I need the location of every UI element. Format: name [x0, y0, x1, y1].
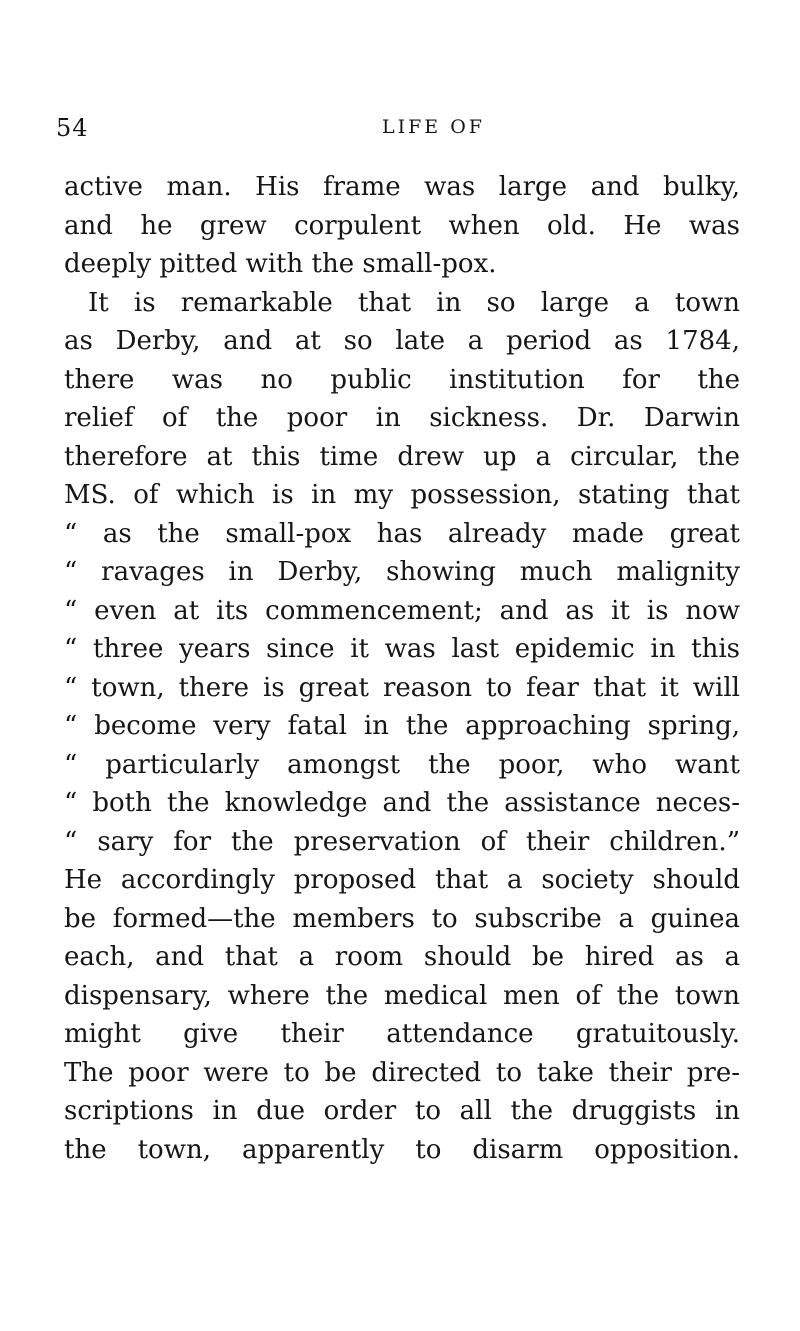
text-line: “ become very fatal in the approaching spring,	[64, 711, 740, 741]
text-line: relief of the poor in sickness. Dr. Darwin	[64, 403, 740, 433]
text-line: It is remarkable that in so large a town	[88, 287, 740, 318]
text-line: dispensary, where the medical men of the town	[64, 980, 740, 1011]
text-line: each, and that a room should be hired as a	[64, 942, 740, 972]
text-line: “ particularly amongst the poor, who want	[64, 749, 740, 780]
text-line: “ sary for the preservation of their children.”	[64, 826, 740, 857]
text-line: “ as the small-pox has already made great	[64, 518, 740, 549]
text-line: “ three years since it was last epidemic in this	[64, 634, 740, 664]
text-line: He accordingly proposed that a society should	[64, 865, 740, 895]
text-line: active man. His frame was large and bulky,	[64, 172, 740, 202]
text-line: MS. of which is in my possession, stating that	[64, 480, 740, 510]
text-line: might give their attendance gratuitously.	[64, 1019, 740, 1049]
page-number: 54	[56, 114, 89, 142]
body-text	[64, 168, 740, 1169]
text-line: deeply pitted with the small-pox.	[64, 249, 497, 279]
text-line: scriptions in due order to all the druggists in	[64, 1096, 740, 1126]
text-line: The poor were to be directed to take their pre-	[64, 1057, 740, 1088]
text-line: be formed—the members to subscribe a guinea	[64, 903, 740, 934]
text-line: the town, apparently to disarm opposition.	[64, 1134, 740, 1165]
text-line: there was no public institution for the	[64, 364, 740, 395]
text-line: “ both the knowledge and the assistance neces-	[64, 788, 740, 818]
text-line: “ even at its commencement; and as it is now	[64, 595, 740, 626]
text-line: and he grew corpulent when old. He was	[64, 210, 740, 241]
running-title: LIFE OF	[382, 116, 485, 138]
text-line: therefore at this time drew up a circular, the	[64, 441, 740, 472]
text-line: as Derby, and at so late a period as 1784,	[64, 326, 740, 356]
text-line: “ town, there is great reason to fear that it will	[64, 672, 740, 703]
text-line: “ ravages in Derby, showing much malignity	[64, 557, 740, 587]
running-head	[56, 114, 746, 144]
